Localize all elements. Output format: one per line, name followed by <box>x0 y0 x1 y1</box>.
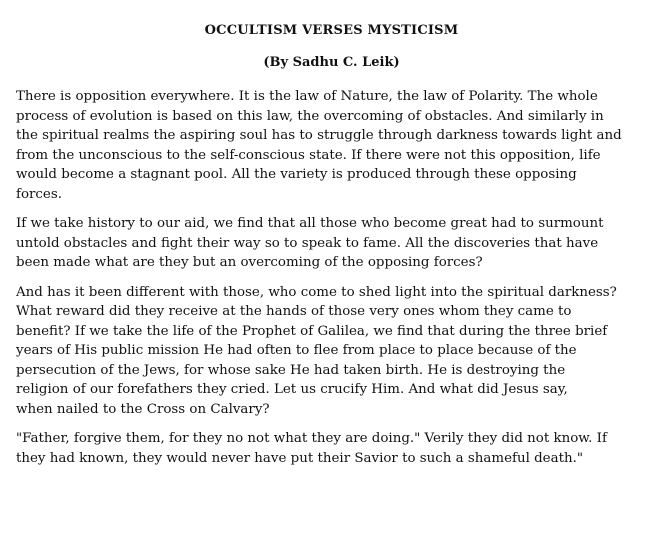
text-line: benefit? If we take the life of the Prophet of Galilea, we find that during the three brief <box>16 323 608 339</box>
paragraph-1 <box>16 87 637 204</box>
text-line: What reward did they receive at the hands of those very ones whom they came to <box>16 304 572 319</box>
document-byline: (By Sadhu C. Leik) <box>263 55 400 70</box>
text-line: years of His public mission He had often to flee from place to place because of the <box>16 343 577 358</box>
document-title: OCCULTISM VERSES MYSTICISM <box>204 23 459 38</box>
paragraph-4 <box>16 429 637 468</box>
text-line: religion of our forefathers they cried. Let us crucify Him. And what did Jesus say, <box>16 382 568 397</box>
text-line: the spiritual realms the aspiring soul has to struggle through darkness towards light and <box>16 128 622 143</box>
text-line: forces. <box>16 186 62 202</box>
paragraph-3 <box>16 283 637 420</box>
document-body <box>16 87 637 468</box>
text-line: There is opposition everywhere. It is the law of Nature, the law of Polarity. The whole <box>16 89 598 104</box>
text-line: when nailed to the Cross on Calvary? <box>16 401 270 417</box>
text-line: untold obstacles and fight their way so to speak to fame. All the discoveries that have <box>16 235 599 251</box>
text-line: they had known, they would never have put their Savior to such a shameful death." <box>16 450 584 466</box>
text-line: persecution of the Jews, for whose sake He had taken birth. He is destroying the <box>16 362 566 378</box>
text-line: would become a stagnant pool. All the variety is produced through these opposing <box>16 167 577 182</box>
text-line: "Father, forgive them, for they no not what they are doing." Verily they did not know. If <box>16 431 607 446</box>
paragraph-2 <box>16 214 637 273</box>
text-line: been made what are they but an overcoming of the opposing forces? <box>16 255 483 270</box>
text-line: process of evolution is based on this law, the overcoming of obstacles. And similarly in <box>16 108 604 124</box>
text-line: And has it been different with those, who come to shed light into the spiritual darkness? <box>16 284 617 300</box>
text-line: If we take history to our aid, we find that all those who become great had to surmount <box>16 216 604 231</box>
text-line: from the unconscious to the self-conscious state. If there were not this opposition, life <box>16 147 601 163</box>
